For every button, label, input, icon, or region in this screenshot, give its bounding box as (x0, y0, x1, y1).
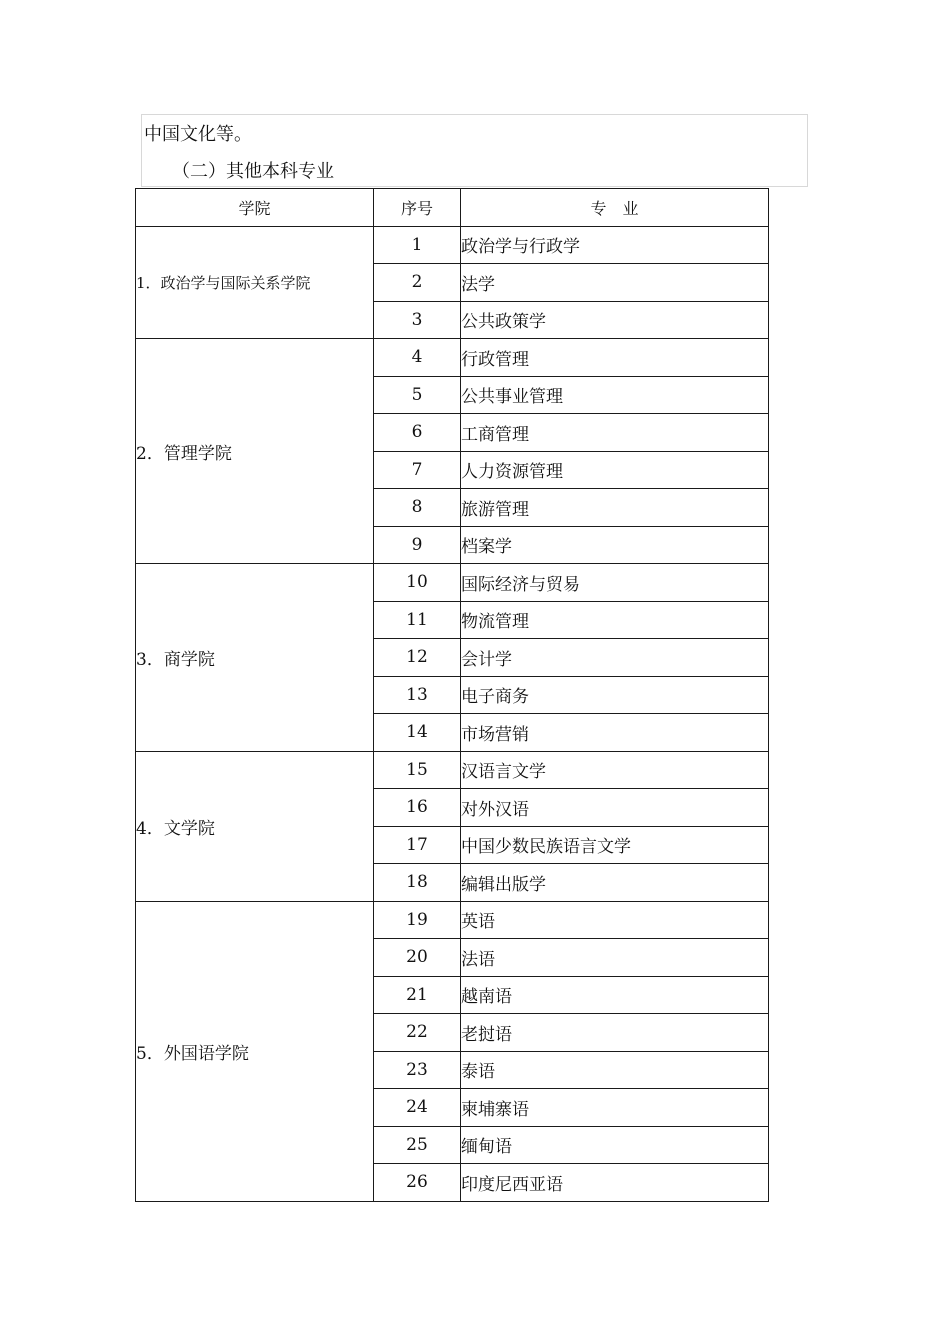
table-header-row (136, 189, 769, 227)
major-cell: 编辑出版学 (461, 864, 769, 902)
seq-cell: 13 (374, 676, 461, 714)
major-cell: 越南语 (461, 976, 769, 1014)
major-cell: 物流管理 (461, 601, 769, 639)
seq-cell: 2 (374, 264, 461, 302)
college-cell (136, 339, 374, 564)
major-cell: 柬埔寨语 (461, 1089, 769, 1127)
seq-cell: 15 (374, 751, 461, 789)
college-name: 5．外国语学院 (136, 1043, 249, 1064)
seq-cell: 24 (374, 1089, 461, 1127)
seq-cell: 16 (374, 789, 461, 827)
major-cell: 中国少数民族语言文学 (461, 826, 769, 864)
major-cell: 缅甸语 (461, 1126, 769, 1164)
majors-table (135, 188, 769, 1202)
table-row (136, 226, 769, 264)
table-row (136, 564, 769, 602)
table-row (136, 901, 769, 939)
seq-cell: 9 (374, 526, 461, 564)
seq-cell: 12 (374, 639, 461, 677)
major-cell: 法语 (461, 939, 769, 977)
major-cell: 档案学 (461, 526, 769, 564)
seq-cell: 14 (374, 714, 461, 752)
seq-cell: 26 (374, 1164, 461, 1202)
major-cell: 会计学 (461, 639, 769, 677)
major-cell: 公共事业管理 (461, 376, 769, 414)
seq-cell: 19 (374, 901, 461, 939)
major-cell: 老挝语 (461, 1014, 769, 1052)
section-heading: （二）其他本科专业 (172, 161, 334, 182)
seq-cell: 21 (374, 976, 461, 1014)
table-row (136, 751, 769, 789)
seq-cell: 6 (374, 414, 461, 452)
major-cell: 汉语言文学 (461, 751, 769, 789)
seq-cell: 18 (374, 864, 461, 902)
college-cell (136, 226, 374, 339)
college-cell (136, 564, 374, 752)
major-cell: 国际经济与贸易 (461, 564, 769, 602)
major-cell: 人力资源管理 (461, 451, 769, 489)
header-major: 专 业 (461, 189, 769, 227)
major-cell: 工商管理 (461, 414, 769, 452)
table-body (136, 226, 769, 1201)
major-cell: 旅游管理 (461, 489, 769, 527)
seq-cell: 1 (374, 226, 461, 264)
header-seq: 序号 (374, 189, 461, 227)
major-cell: 公共政策学 (461, 301, 769, 339)
previous-text: 中国文化等。 (144, 124, 252, 145)
seq-cell: 4 (374, 339, 461, 377)
seq-cell: 11 (374, 601, 461, 639)
college-cell (136, 901, 374, 1201)
major-cell: 政治学与行政学 (461, 226, 769, 264)
seq-cell: 20 (374, 939, 461, 977)
seq-cell: 8 (374, 489, 461, 527)
major-cell: 英语 (461, 901, 769, 939)
major-cell: 行政管理 (461, 339, 769, 377)
seq-cell: 7 (374, 451, 461, 489)
major-cell: 泰语 (461, 1051, 769, 1089)
major-cell: 印度尼西亚语 (461, 1164, 769, 1202)
college-name: 2．管理学院 (136, 443, 232, 464)
seq-cell: 23 (374, 1051, 461, 1089)
major-cell: 法学 (461, 264, 769, 302)
seq-cell: 17 (374, 826, 461, 864)
major-cell: 电子商务 (461, 676, 769, 714)
header-college: 学院 (136, 189, 374, 227)
college-name: 1．政治学与国际关系学院 (136, 273, 311, 292)
seq-cell: 5 (374, 376, 461, 414)
seq-cell: 3 (374, 301, 461, 339)
seq-cell: 25 (374, 1126, 461, 1164)
seq-cell: 10 (374, 564, 461, 602)
major-cell: 市场营销 (461, 714, 769, 752)
seq-cell: 22 (374, 1014, 461, 1052)
college-name: 3．商学院 (136, 649, 215, 670)
table-row (136, 339, 769, 377)
major-cell: 对外汉语 (461, 789, 769, 827)
college-name: 4．文学院 (136, 818, 215, 839)
college-cell (136, 751, 374, 901)
